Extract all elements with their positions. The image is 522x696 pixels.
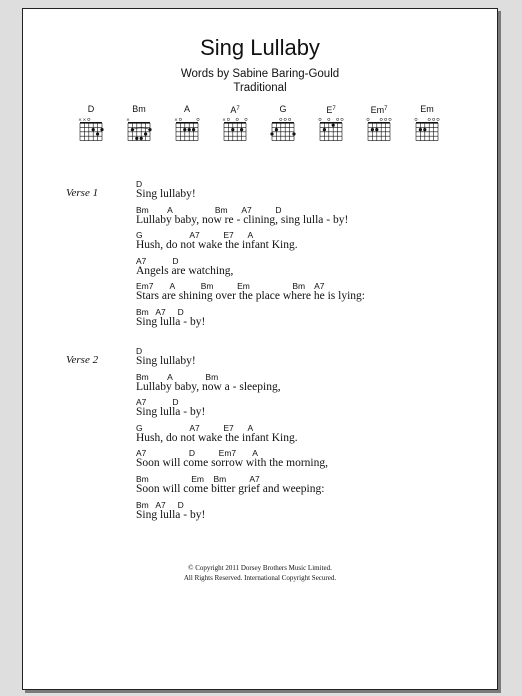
chord-name: A (183, 104, 190, 114)
chord-symbols-line: Bm Em Bm A7 (136, 474, 260, 484)
chord-symbols-line: Bm A7 D (136, 307, 184, 317)
lyric-line: Soon will come sorrow with the morning, (136, 457, 328, 470)
e7-chord-diagram-icon (317, 116, 345, 142)
lyric-line: Sing lulla - by! (136, 406, 206, 419)
chord-diagram (263, 104, 303, 142)
chord-diagram (311, 104, 351, 142)
svg-text:×: × (222, 117, 226, 123)
chord-symbols-line: G A7 E7 A (136, 230, 254, 241)
copyright-line-2: All Rights Reserved. International Copyright Secured. (183, 574, 337, 582)
verse-label: Verse 1 (66, 187, 99, 199)
svg-text:×: × (174, 117, 178, 123)
chord-name: $A^7$ (230, 105, 240, 115)
lyric-line: Soon will come bitter grief and weeping: (136, 483, 325, 495)
lyric-line: Sing lulla - by! (136, 316, 206, 328)
chord-symbols-line: D (136, 346, 143, 356)
chord-symbols-line: A7 D (136, 255, 179, 266)
chord-diagram (71, 104, 111, 142)
svg-text:×: × (78, 117, 82, 123)
copyright-line-1: © Copyright 2011 Dorsey Brothers Music Limited. (188, 564, 332, 572)
chord-symbols-line: Bm A Bm A7 D (136, 204, 282, 215)
verse-label: Verse 2 (66, 354, 99, 366)
song-title: Sing Lullaby (200, 35, 320, 60)
svg-text:×: × (82, 117, 87, 123)
lyric-line: Hush, do not wake the infant King. (136, 239, 298, 252)
chord-name: G (279, 104, 287, 114)
d-chord-diagram-icon (77, 116, 105, 142)
chord-symbols-line: Bm A7 D (136, 499, 184, 510)
chord-name: Bm (132, 104, 146, 114)
chord-name: Em (420, 104, 434, 114)
chord-name: Em$^7$ (370, 105, 388, 115)
bm-chord-diagram-icon (125, 116, 153, 142)
lyric-line: Sing lullaby! (136, 355, 196, 367)
svg-text:×: × (126, 117, 130, 123)
sheet-music-page (22, 8, 498, 690)
chord-diagram (359, 104, 399, 142)
chord-symbols-line: Bm A Bm (136, 371, 219, 382)
words-credit: Words by Sabine Baring-Gould (180, 68, 340, 80)
lyric-line: Lullaby baby, now a - sleeping, (136, 380, 281, 393)
chord-symbols-line: G A7 E7 A (136, 422, 254, 433)
chord-symbols-line: A7 D Em7 A (136, 448, 258, 459)
g-chord-diagram-icon (269, 116, 297, 142)
chord-symbols-line: D (136, 179, 143, 189)
em7-chord-diagram-icon (365, 116, 393, 142)
lyric-line: Sing lullaby! (136, 188, 196, 200)
a-chord-diagram-icon (173, 116, 201, 142)
chord-diagram (407, 104, 447, 142)
chord-name: $E^7$ (326, 105, 336, 115)
chord-name: D (87, 104, 95, 114)
lyric-line: Lullaby baby, now re - clining, sing lulla - by! (136, 213, 349, 226)
chord-diagram (215, 104, 255, 142)
lyric-line: Hush, do not wake the infant King. (136, 431, 298, 444)
chord-diagram (119, 104, 159, 142)
lyric-line: Angels are watching, (136, 264, 234, 277)
em-chord-diagram-icon (413, 116, 441, 142)
chord-symbols-line: A7 D (136, 397, 179, 408)
chord-symbols-line: Em7 A Bm Em Bm A7 (136, 281, 325, 292)
lyric-line: Stars are shining over the place where he is lying: (136, 290, 365, 303)
lyric-line: Sing lulla - by! (136, 508, 206, 521)
a7-chord-diagram-icon (221, 116, 249, 142)
chord-diagram (167, 104, 207, 142)
music-credit: Traditional (233, 82, 287, 94)
